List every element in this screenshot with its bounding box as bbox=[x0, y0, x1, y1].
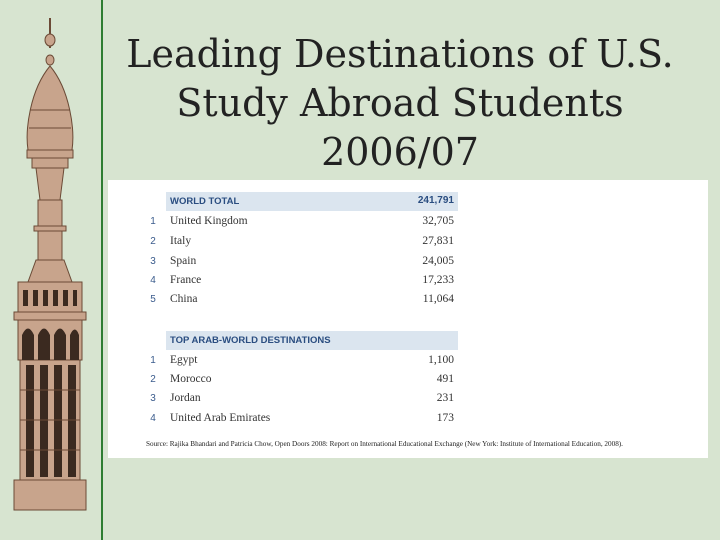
country-name: China bbox=[170, 293, 198, 305]
table-row bbox=[108, 253, 708, 273]
table-row bbox=[108, 213, 708, 233]
country-name: Spain bbox=[170, 255, 197, 267]
table-row bbox=[108, 233, 708, 253]
student-count: 17,233 bbox=[422, 274, 454, 286]
country-name: Italy bbox=[170, 235, 192, 247]
rank-number: 4 bbox=[150, 275, 156, 286]
rank-number: 1 bbox=[150, 355, 156, 366]
country-name: United Arab Emirates bbox=[170, 412, 271, 424]
rank-number: 4 bbox=[150, 413, 156, 424]
minaret-illustration bbox=[0, 0, 100, 540]
rank-number: 1 bbox=[150, 216, 156, 227]
student-count: 231 bbox=[436, 392, 454, 404]
slide-title bbox=[110, 30, 690, 177]
table-row bbox=[108, 352, 708, 372]
country-name: United Kingdom bbox=[170, 215, 248, 227]
country-name: Morocco bbox=[170, 373, 212, 385]
destinations-table bbox=[108, 180, 708, 458]
rank-number: 2 bbox=[150, 374, 156, 385]
title-line-2: Study Abroad Students bbox=[176, 81, 624, 125]
student-count: 491 bbox=[436, 373, 454, 385]
student-count: 1,100 bbox=[428, 354, 454, 366]
student-count: 32,705 bbox=[422, 215, 454, 227]
country-name: France bbox=[170, 274, 202, 286]
student-count: 27,831 bbox=[422, 235, 454, 247]
table-row bbox=[108, 390, 708, 410]
source-citation: Source: Rajika Bhandari and Patricia Chow, Open Doors 2008: Report on International Educational Exchange (New York: Institute of International Education, 2008). bbox=[146, 440, 623, 448]
world-total-header bbox=[166, 192, 458, 211]
world-total-label: WORLD TOTAL bbox=[170, 196, 240, 207]
table-row bbox=[108, 371, 708, 391]
title-line-3: 2006/07 bbox=[321, 130, 479, 174]
rank-number: 5 bbox=[150, 294, 156, 305]
student-count: 173 bbox=[436, 412, 454, 424]
rank-number: 3 bbox=[150, 393, 156, 404]
arab-destinations-header bbox=[166, 331, 458, 350]
country-name: Egypt bbox=[170, 354, 198, 366]
student-count: 11,064 bbox=[422, 293, 454, 305]
table-row bbox=[108, 410, 708, 430]
title-line-1: Leading Destinations of U.S. bbox=[126, 32, 674, 76]
table-row bbox=[108, 291, 708, 311]
student-count: 24,005 bbox=[422, 255, 454, 267]
world-total-value: 241,791 bbox=[417, 195, 454, 206]
vertical-divider-line bbox=[101, 0, 103, 540]
rank-number: 3 bbox=[150, 256, 156, 267]
rank-number: 2 bbox=[150, 236, 156, 247]
arab-destinations-label: TOP ARAB-WORLD DESTINATIONS bbox=[170, 335, 331, 346]
table-row bbox=[108, 272, 708, 292]
country-name: Jordan bbox=[170, 392, 201, 404]
